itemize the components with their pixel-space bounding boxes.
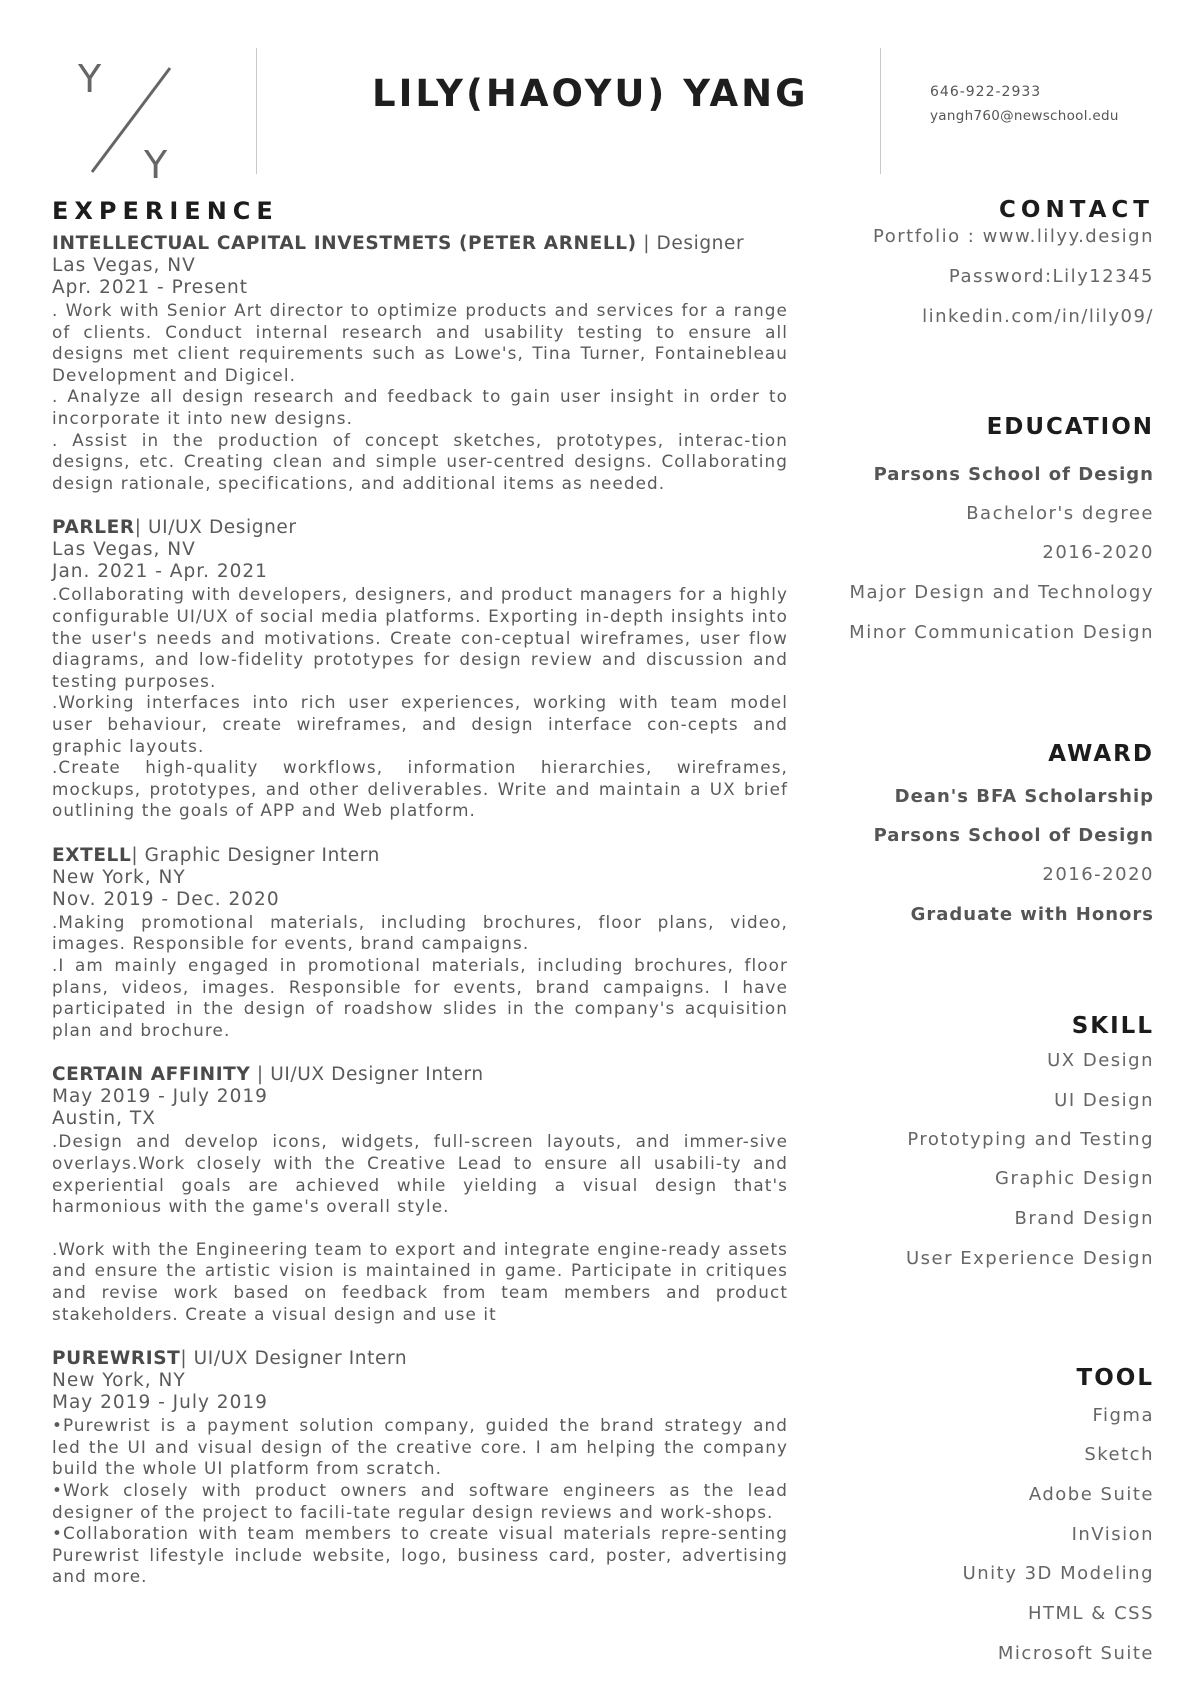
job-description [52,912,788,1042]
job-dates: Austin, TX [52,1108,156,1130]
job-paragraph: .Work with the Engineering team to export and integrate engine-ready assets and ensure the artistic vision is maintained in game. Participate in critiques and revise work based on feedback from team members and product stakeholders. Create a visual design and use it [52,1238,788,1324]
education-school: Parsons School of Design [873,464,1154,485]
portfolio-link[interactable]: Portfolio : www.lilyy.design [873,226,1154,247]
job-company: EXTELL [52,844,132,866]
job-company: INTELLECTUAL CAPITAL INVESTMETS (PETER ARNELL) [52,233,637,254]
job-title [52,1063,788,1086]
award-item: Dean's BFA Scholarship [894,786,1154,807]
job-title [52,844,788,867]
job-dates: Jan. 2021 - Apr. 2021 [52,561,268,583]
monogram-bottom: Y [144,143,168,180]
monogram-top: Y [78,62,102,101]
email-address[interactable]: yangh760@newschool.edu [930,108,1119,124]
tool-item: Unity 3D Modeling [962,1563,1154,1584]
education-heading: EDUCATION [986,414,1154,440]
job-paragraph: . Analyze all design research and feedback to gain user insight in order to incorporate it into new designs. [52,386,788,428]
linkedin-link[interactable]: linkedin.com/in/lily09/ [922,306,1154,327]
job-entry [52,1347,788,1588]
job-title [52,516,788,539]
tool-item: HTML & CSS [1028,1603,1154,1624]
header-divider-right [880,48,881,174]
job-title [52,232,788,255]
job-paragraph: •Collaboration with team members to create visual materials repre-senting Purewrist lifestyle include website, logo, business card, poster, advertising and more. [52,1523,788,1587]
job-entry [52,1063,788,1325]
job-role: | UI/UX Designer Intern [250,1064,484,1086]
job-company: PUREWRIST [52,1348,181,1370]
job-paragraph: . Assist in the production of concept sketches, prototypes, interac-tion designs, etc. Creating clean and simple user-centred designs. Collaborating design rationale, specifications, and additional items as needed. [52,429,788,493]
skill-item: UI Design [1054,1090,1154,1111]
job-description [52,584,788,822]
education-degree: Bachelor's degree [966,503,1154,524]
skill-item: Brand Design [1014,1208,1154,1229]
job-entry [52,516,788,822]
job-description [52,300,788,494]
experience-heading: EXPERIENCE [52,197,279,225]
phone-number: 646-922-2933 [930,84,1042,100]
job-location: Las Vegas, NV [52,255,196,276]
award-item: Parsons School of Design [873,825,1154,846]
job-location: Las Vegas, NV [52,539,196,561]
job-entry [52,232,788,494]
tool-item: Figma [1092,1405,1154,1426]
contact-heading: CONTACT [999,197,1154,223]
skill-item: Prototyping and Testing [907,1129,1154,1150]
tool-item: Sketch [1084,1444,1154,1465]
tool-heading: TOOL [1076,1365,1154,1391]
job-description [52,1415,788,1588]
job-paragraph: .Design and develop icons, widgets, full-screen layouts, and immer-sive overlays.Work closely with the Creative Lead to ensure all usabili-ty and experiential goals are achieved while yielding a visual design that's harmonious with the game's overall style. [52,1131,788,1217]
job-role: | Designer [636,233,745,254]
job-paragraph: . Work with Senior Art director to optimize products and services for a range of clients. Conduct internal research and usability testing to ensure all designs met client requirements such as Lowe's, Tina Turner, Fontainebleau Development and Digicel. [52,300,788,385]
tool-item: Adobe Suite [1028,1484,1154,1505]
header-divider-left [256,48,257,174]
job-company: PARLER [52,517,135,539]
job-dates: May 2019 - July 2019 [52,1392,268,1414]
job-paragraph: .Making promotional materials, including brochures, floor plans, video, images. Responsible for events, brand campaigns. [52,911,788,954]
skill-item: User Experience Design [906,1248,1154,1269]
education-years: 2016-2020 [1042,542,1154,563]
job-role: | UI/UX Designer [134,517,297,539]
resume-name: LILY(HAOYU) YANG [372,72,809,115]
award-item: 2016-2020 [1042,864,1154,885]
tool-item: InVision [1071,1524,1154,1545]
job-entry [52,844,788,1042]
job-location: New York, NY [52,1370,186,1392]
skill-item: Graphic Design [995,1168,1154,1189]
job-paragraph: •Work closely with product owners and software engineers as the lead designer of the project to facili-tate regular design reviews and work-shops. [52,1479,788,1522]
job-role: | Graphic Designer Intern [131,844,380,866]
job-paragraph: .Create high-quality workflows, information hierarchies, wireframes, mockups, prototypes, and other deliverables. Write and maintain a UX brief outlining the goals of APP and Web platform. [52,757,788,821]
job-dates: Apr. 2021 - Present [52,277,248,298]
job-company: CERTAIN AFFINITY [52,1064,251,1086]
job-paragraph: .Working interfaces into rich user experiences, working with team model user behaviour, create wireframes, and design interface con-cepts and graphic layouts. [52,692,788,756]
award-heading: AWARD [1048,741,1154,767]
portfolio-password: Password:Lily12345 [948,266,1154,287]
education-major: Major Design and Technology [849,582,1154,603]
job-location: May 2019 - July 2019 [52,1086,268,1108]
job-dates: Nov. 2019 - Dec. 2020 [52,888,280,910]
job-paragraph: .Collaborating with developers, designers, and product managers for a highly configurable UI/UX of social media platforms. Exporting in-depth insights into the user's needs and motivations. Create con-ceptual wireframes, user flow diagrams, and low-fidelity prototypes for design review and discussion and testing purposes. [52,584,788,691]
job-role: | UI/UX Designer Intern [180,1348,408,1370]
skill-item: UX Design [1047,1050,1154,1071]
job-location: New York, NY [52,866,186,888]
job-paragraph: •Purewrist is a payment solution company, guided the brand strategy and led the UI and visual design of the creative core. I am helping the company build the whole UI platform from scratch. [52,1415,788,1479]
job-title [52,1347,788,1370]
education-minor: Minor Communication Design [849,622,1154,643]
job-description [52,1131,788,1325]
tool-item: Microsoft Suite [997,1643,1154,1664]
skill-heading: SKILL [1071,1013,1154,1039]
experience-section [52,196,788,1610]
award-item: Graduate with Honors [910,904,1154,925]
monogram-logo [78,62,198,180]
job-paragraph: .I am mainly engaged in promotional materials, including brochures, floor plans, videos, images. Responsible for events, brand campaigns. I have participated in the design of roadshow slides in the company's acquisition plan and brochure. [52,955,788,1040]
